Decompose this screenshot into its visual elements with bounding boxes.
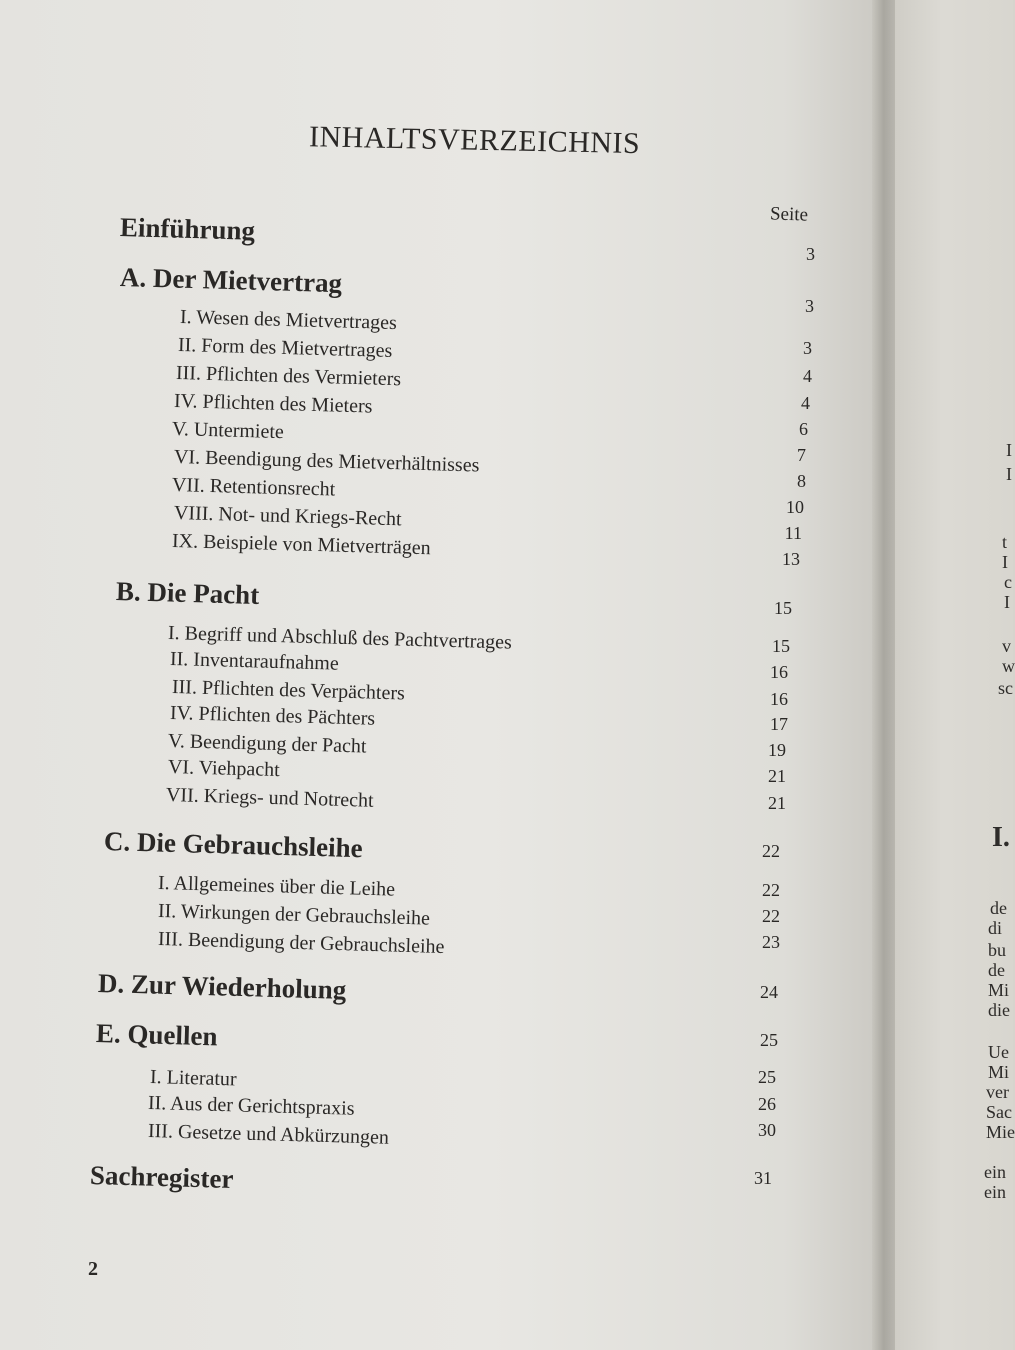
toc-page-number: 3: [805, 296, 814, 316]
facing-page-fragment: I: [1006, 464, 1012, 484]
facing-page-fragment: de: [990, 898, 1007, 918]
toc-entry-title: IV. Pflichten des Pächters: [169, 702, 376, 730]
facing-page: [895, 0, 1013, 1350]
toc-page-number: 15: [772, 636, 790, 656]
toc-page-number: 25: [758, 1067, 776, 1087]
facing-page-fragment: ein: [984, 1162, 1006, 1182]
toc-page-number: 15: [774, 598, 792, 618]
toc-page-number: 10: [786, 497, 804, 517]
toc-entry-title: V. Untermiete: [171, 418, 285, 444]
facing-page-fragment: I: [1004, 592, 1010, 612]
facing-page-fragment: sc: [998, 678, 1013, 698]
page-column-header: Seite: [769, 203, 809, 226]
toc-page-number: 16: [770, 662, 788, 682]
toc-page-number: 11: [784, 523, 802, 543]
toc-page-number: 24: [760, 982, 778, 1002]
facing-page-fragment: I: [1002, 552, 1008, 572]
toc-section-title: E. Quellen: [95, 1018, 218, 1052]
toc-section-title: C. Die Gebrauchsleihe: [103, 826, 364, 864]
toc-page-number: 3: [806, 244, 815, 264]
facing-page-fragment: di: [988, 918, 1003, 938]
facing-page-fragment: ver: [986, 1082, 1009, 1102]
toc-page-number: 8: [797, 471, 806, 491]
toc-entry-title: III. Pflichten des Vermieters: [175, 362, 402, 391]
toc-entry-title: II. Wirkungen der Gebrauchsleihe: [157, 900, 431, 930]
toc-entry-title: I. Allgemeines über die Leihe: [157, 872, 396, 901]
toc-entry-title: II. Inventaraufnahme: [169, 648, 340, 675]
toc-page-number: 17: [770, 714, 788, 734]
toc-page-number: 22: [762, 906, 780, 926]
page-title: INHALTSVERZEICHNIS: [308, 120, 641, 161]
toc-entry-title: I. Begriff und Abschluß des Pachtvertrages: [167, 622, 513, 654]
facing-page-fragment: Mi: [988, 980, 1010, 1000]
toc-entry-title: VI. Beendigung des Mietverhältnisses: [173, 446, 480, 477]
toc-section-title: Sachregister: [89, 1160, 234, 1195]
toc-entry-title: VIII. Not- und Kriegs-Recht: [173, 502, 402, 531]
toc-entry-title: III. Beendigung der Gebrauchsleihe: [157, 928, 445, 958]
toc-entry-title: V. Beendigung der Pacht: [167, 730, 367, 758]
toc-section-title: Einführung: [119, 212, 256, 246]
facing-page-fragment: t: [1002, 532, 1008, 552]
facing-page-fragment: Sac: [986, 1102, 1012, 1122]
toc-entry-title: III. Pflichten des Verpächters: [171, 676, 406, 705]
toc-entry-title: IX. Beispiele von Mietverträgen: [171, 530, 432, 560]
facing-page-fragment: die: [988, 1000, 1010, 1020]
facing-page-fragment: Mie: [986, 1122, 1015, 1142]
page-number: 2: [88, 1258, 98, 1280]
toc-page-number: 21: [768, 766, 786, 786]
facing-page-fragment: I.: [992, 822, 1010, 853]
toc-entry-title: VII. Retentionsrecht: [171, 474, 336, 501]
toc-page-number: 4: [803, 366, 812, 386]
facing-page-fragment: de: [988, 960, 1005, 980]
toc-entry-title: II. Form des Mietvertrages: [177, 334, 393, 362]
toc-entry-title: VI. Viehpacht: [167, 756, 281, 782]
toc-page-number: 26: [758, 1094, 776, 1114]
toc-page-number: 4: [801, 393, 810, 413]
facing-page-fragment: Ue: [988, 1042, 1009, 1062]
toc-page-number: 19: [768, 740, 786, 760]
facing-page-fragment: v: [1002, 636, 1011, 656]
toc-page-number: 31: [754, 1168, 772, 1188]
facing-page-fragment: I: [1006, 440, 1012, 460]
toc-entry-title: VII. Kriegs- und Notrecht: [165, 784, 374, 812]
facing-page-fragment: c: [1004, 572, 1012, 592]
toc-entry-title: I. Wesen des Mietvertrages: [179, 306, 398, 335]
toc-section-title: B. Die Pacht: [115, 576, 260, 610]
toc-page-number: 3: [803, 338, 812, 358]
toc-section-title: D. Zur Wiederholung: [97, 968, 347, 1005]
toc-page-number: 16: [770, 689, 788, 709]
toc-page-number: 22: [762, 841, 780, 861]
toc-section-title: A. Der Mietvertrag: [119, 262, 343, 299]
facing-page-fragment: bu: [988, 940, 1006, 960]
toc-page-number: 21: [768, 793, 786, 813]
toc-page-number: 25: [760, 1030, 778, 1050]
facing-page-fragment: w: [1002, 656, 1015, 676]
facing-page-fragment: ein: [984, 1182, 1006, 1202]
toc-page-number: 13: [782, 549, 800, 569]
toc-page-number: 23: [762, 932, 780, 952]
toc-entry-title: I. Literatur: [149, 1066, 237, 1091]
toc-page-number: 7: [797, 445, 806, 465]
toc-entry-title: IV. Pflichten des Mieters: [173, 390, 373, 418]
toc-page-number: 30: [758, 1120, 776, 1140]
toc-page-number: 22: [762, 880, 780, 900]
toc-entry-title: III. Gesetze und Abkürzungen: [147, 1120, 390, 1149]
facing-page-fragment: Mi: [988, 1062, 1010, 1082]
toc-entry-title: II. Aus der Gerichtspraxis: [147, 1092, 355, 1120]
toc-page-number: 6: [799, 419, 808, 439]
